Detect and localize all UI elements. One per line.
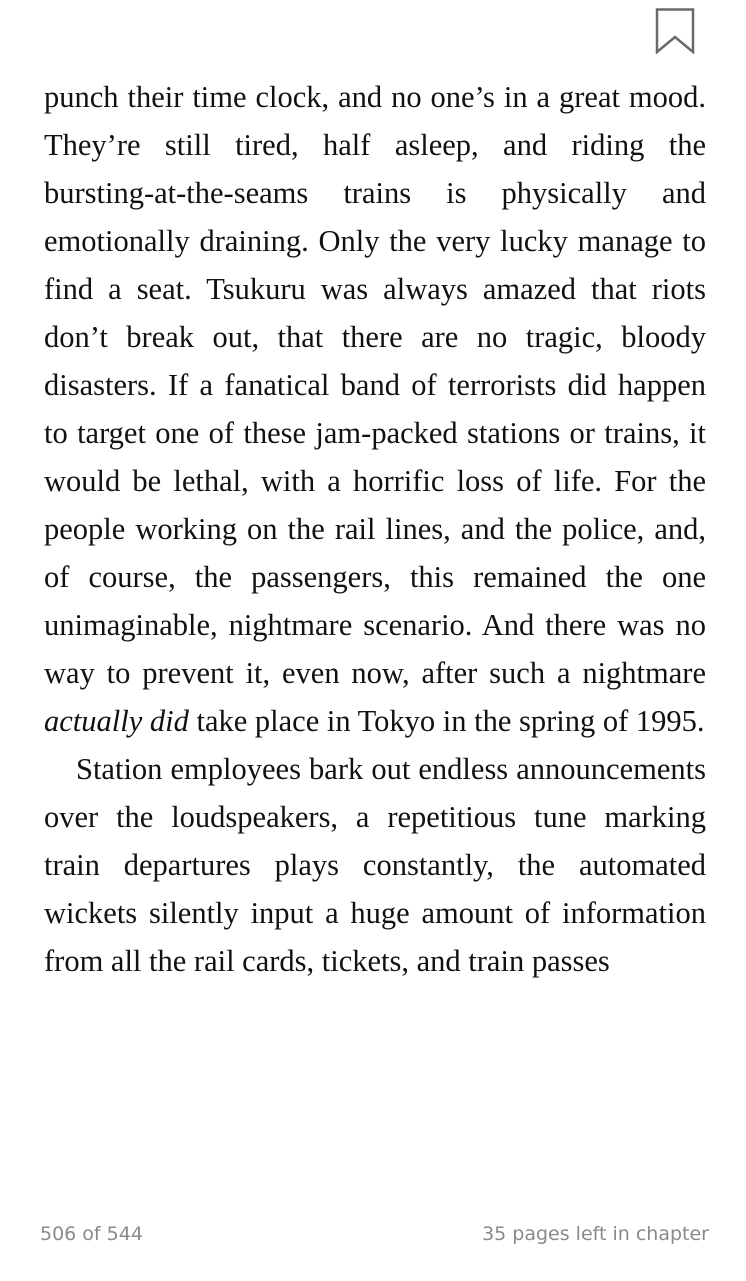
reading-page <box>44 73 706 985</box>
page-position[interactable]: 506 of 544 <box>40 1223 143 1245</box>
chapter-remaining[interactable]: 35 pages left in chapter <box>482 1223 709 1245</box>
bookmark-icon <box>655 8 695 54</box>
paragraph-text: punch their time clock, and no one’s in a great mood. They’re still tired, half asleep, and riding the bursting-at-the-seams trains is physically and emotionally draining. Only the very lucky manage to find a seat. Tsukuru was always amazed that riots don’t break out, that there are no tragic, bloody disasters. If a fanatical band of terrorists did happen to target one of these jam-packed stations or trains, it would be lethal, with a horrific loss of life. For the people working on the rail lines, and the police, and, of course, the passengers, this remained the one unimaginable, nightmare scenario. And there was no way to prevent it, even now, after such a nightmare <box>44 80 706 690</box>
emphasized-text: actually did <box>44 704 189 738</box>
bookmark-button[interactable] <box>655 8 695 54</box>
paragraph: Station employees bark out endless announcements over the loudspeakers, a repetitious tune marking train departures plays constantly, the automated wickets silently input a huge amount of information from all the rail cards, tickets, and train passes <box>44 752 706 978</box>
paragraph <box>44 73 706 745</box>
reader-footer <box>40 1223 709 1253</box>
paragraph-text: take place in Tokyo in the spring of 1995. <box>188 704 705 738</box>
